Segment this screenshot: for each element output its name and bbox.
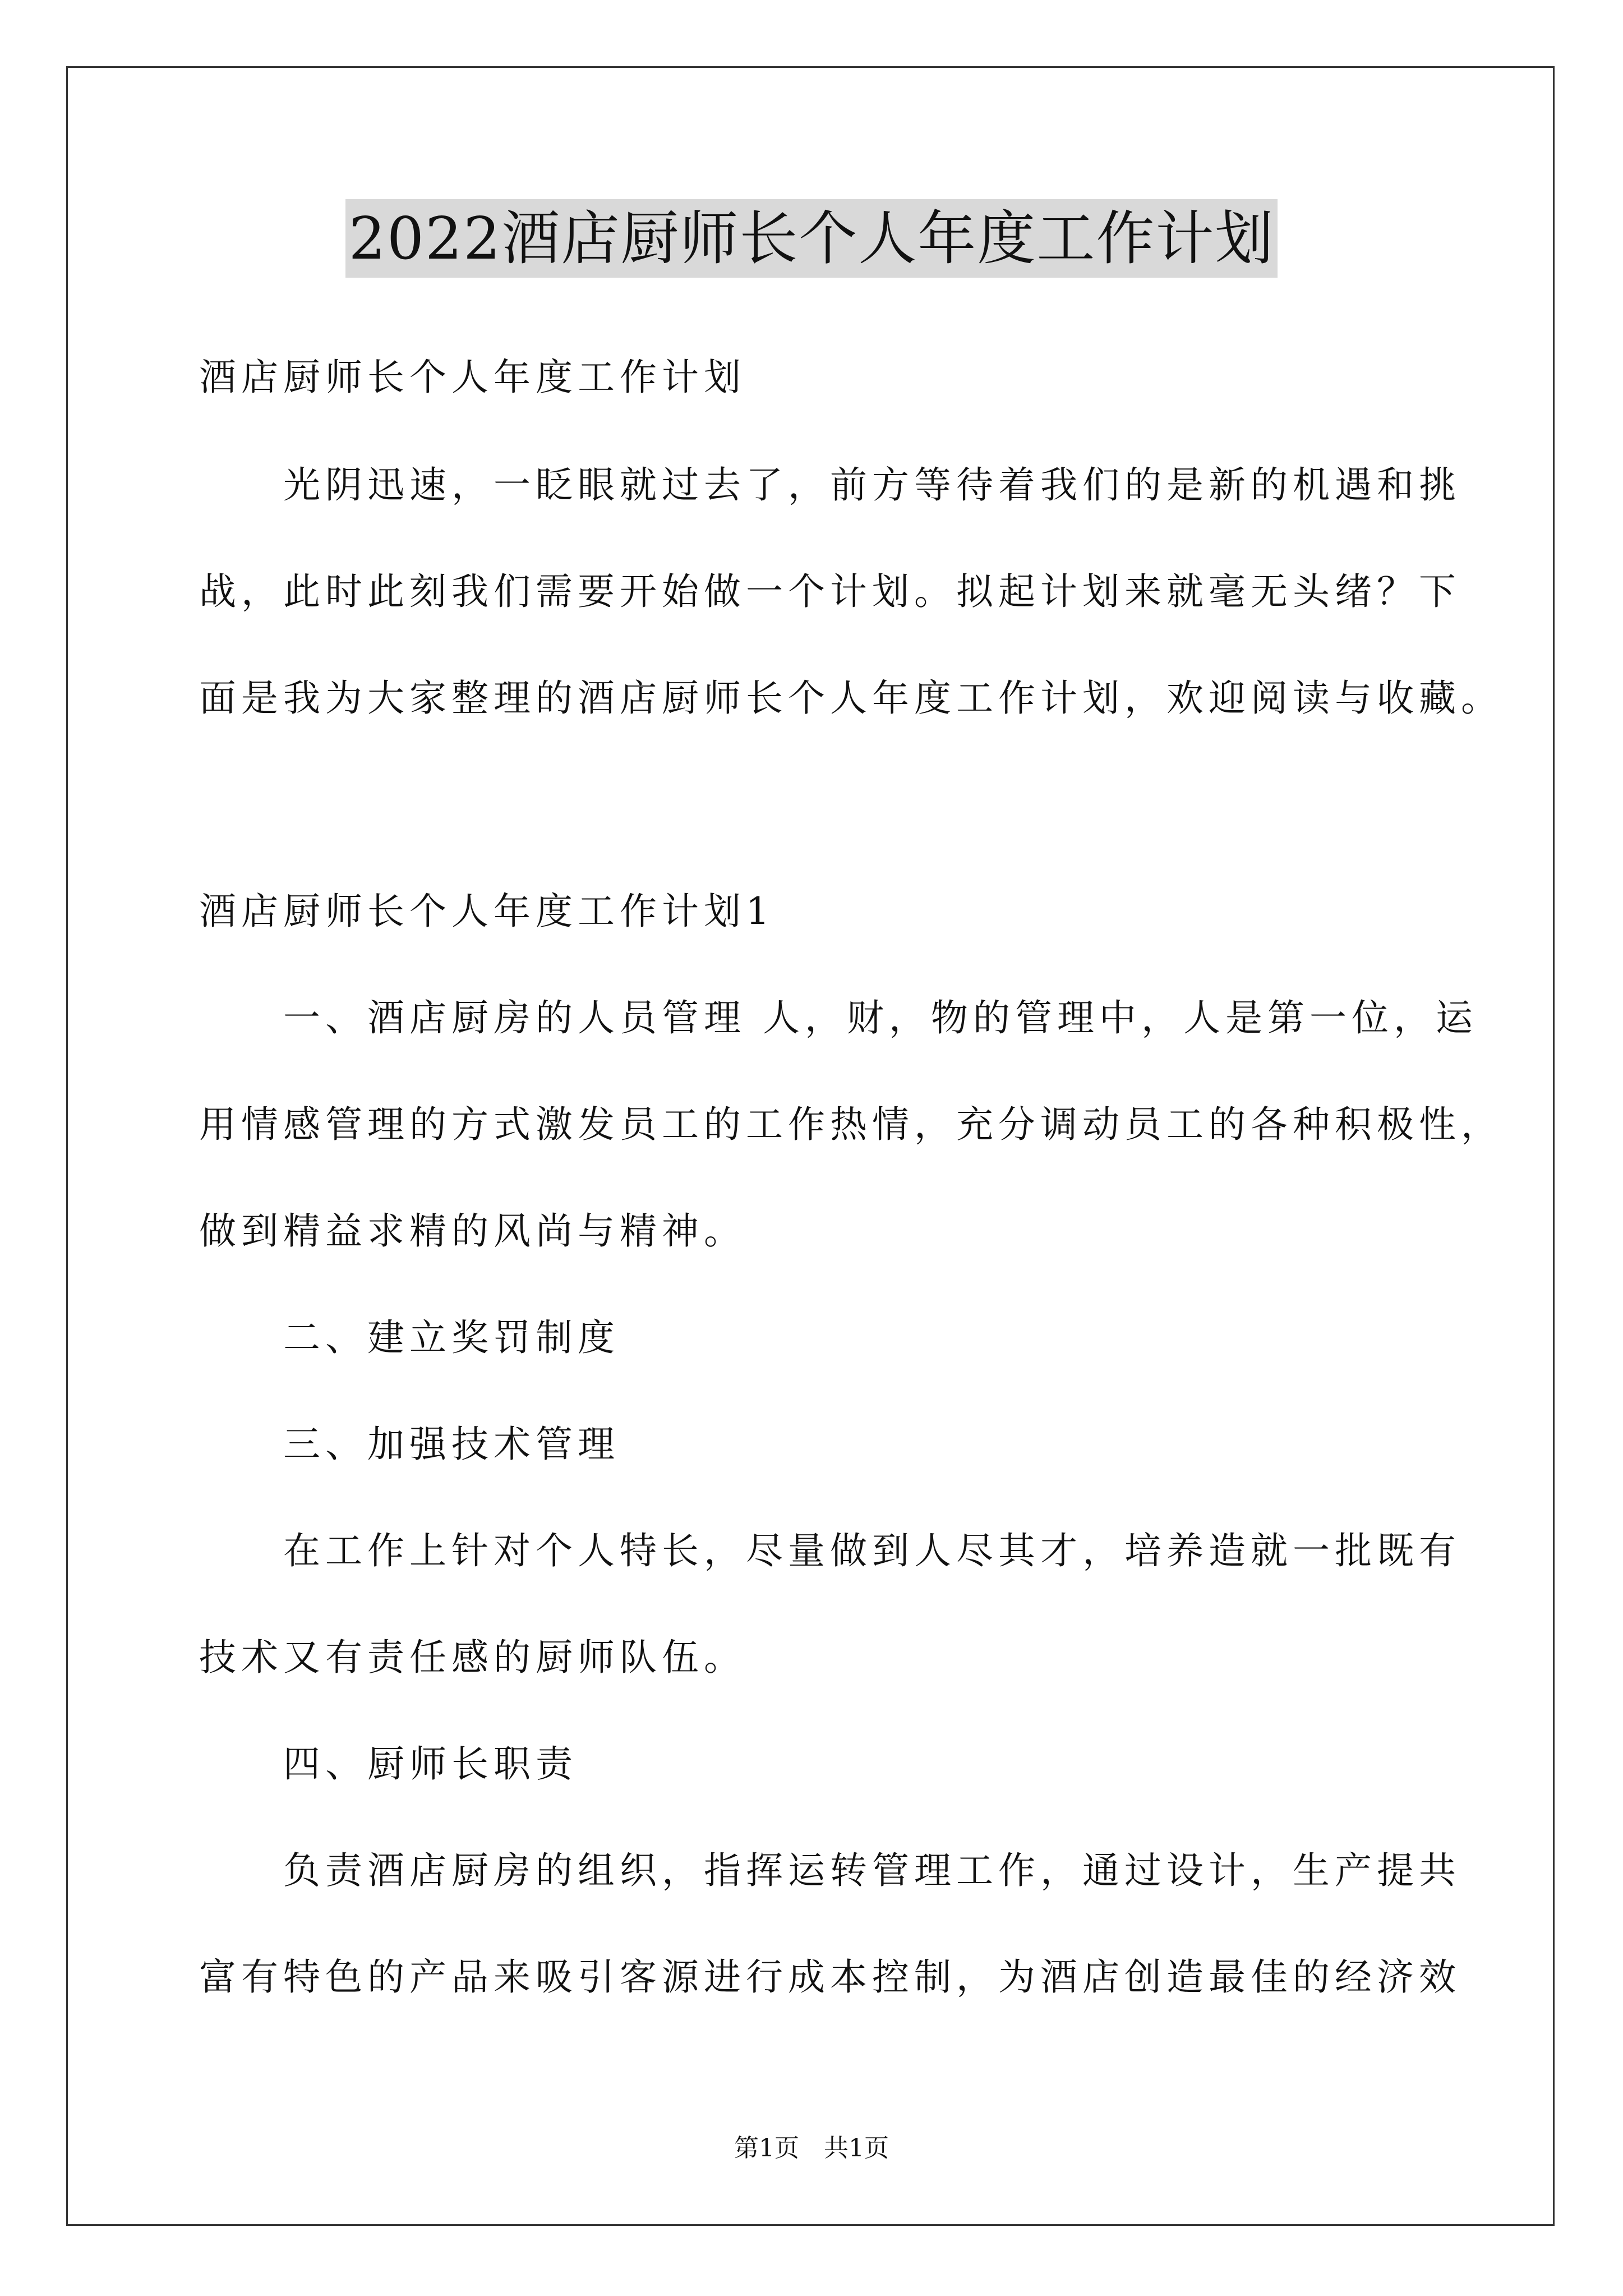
text-line: 光阴迅速，一眨眼就过去了，前方等待着我们的是新的机遇和挑 bbox=[283, 463, 1461, 507]
text-line: 一、酒店厨房的人员管理 人，财，物的管理中，人是第一位，运 bbox=[283, 996, 1478, 1039]
text-line: 做到精益求精的风尚与精神。 bbox=[199, 1209, 746, 1253]
text-line: 战，此时此刻我们需要开始做一个计划。拟起计划来就毫无头绪？下 bbox=[199, 570, 1461, 613]
text-line: 三、加强技术管理 bbox=[283, 1423, 620, 1466]
text-line: 面是我为大家整理的酒店厨师长个人年度工作计划，欢迎阅读与收藏。 bbox=[199, 677, 1503, 720]
text-line: 在工作上针对个人特长，尽量做到人尽其才，培养造就一批既有 bbox=[283, 1529, 1461, 1572]
text-line: 用情感管理的方式激发员工的工作热情，充分调动员工的各种积极性， bbox=[199, 1103, 1503, 1146]
document-title: 2022酒店厨师长个人年度工作计划 bbox=[345, 199, 1278, 278]
text-line: 负责酒店厨房的组织，指挥运转管理工作，通过设计，生产提共 bbox=[283, 1849, 1461, 1892]
page-footer: 第1页 共1页 bbox=[734, 2134, 889, 2162]
title-wrap bbox=[0, 199, 1623, 278]
text-line: 富有特色的产品来吸引客源进行成本控制，为酒店创造最佳的经济效 bbox=[199, 1955, 1461, 1999]
text-line: 二、建立奖罚制度 bbox=[283, 1316, 620, 1359]
text-line: 四、厨师长职责 bbox=[283, 1742, 578, 1786]
text-line: 酒店厨师长个人年度工作计划 bbox=[199, 356, 746, 399]
text-line: 酒店厨师长个人年度工作计划1 bbox=[199, 890, 774, 933]
text-line: 技术又有责任感的厨师队伍。 bbox=[199, 1636, 746, 1679]
